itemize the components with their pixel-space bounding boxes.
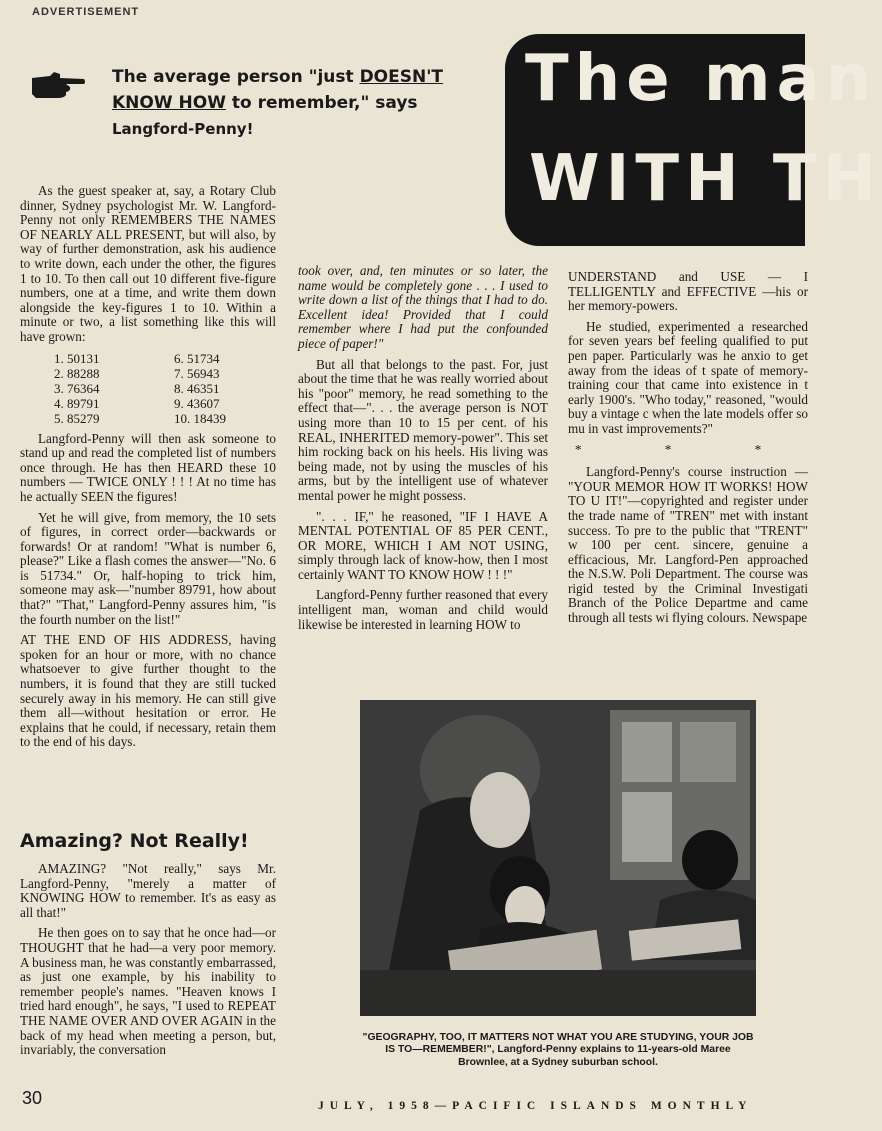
banner-line-1: The man — [525, 42, 878, 116]
pointing-hand-icon — [30, 70, 86, 100]
headline: The average person "just DOESN'T KNOW HOW to remember," says Langford-Penny! — [112, 67, 444, 138]
number-item: 3. 76364 — [54, 380, 100, 396]
paragraph: AT THE END OF HIS ADDRESS, having spoken for an hour or more, with no chance whatsoever to give further thought to the numbers, it is found that they are still tucked securely away in his memory. He can still give them all—without hesitation or error. He explains that he could, if necessary, retain them to the end of his days. — [20, 632, 276, 750]
paragraph: He studied, experimented a researched for seven years bef feeling qualified to put pen paper. Particularly was he anxio to get away from the ideas of t spate of memory-training cour that came into existence in t early 1900's. "Who today," reasoned, "would buy a vintage c when the late models offer so mu in vast improvements?" — [568, 318, 808, 436]
article-column-3 — [568, 270, 808, 632]
photo-caption: "GEOGRAPHY, TOO, IT MATTERS NOT WHAT YOU ARE STUDYING, YOUR JOB IS TO—REMEMBER!", Langford-Penny explains to 11-years-old Maree Brownlee, at a Sydney suburban school. — [362, 1032, 754, 1068]
paragraph: Yet he will give, from memory, the 10 sets of figures, in correct order—backwards or forwards! Or at random! "What is number 6, please?" Like a flash comes the answer—"No. 6 is 51734." Or, half-hoping to trick him, someone may ask—"number 89791, how about that?" "That," Langford-Penny assures him, "is the fourth number on the list!" — [20, 509, 276, 627]
number-item: 9. 43607 — [174, 395, 220, 411]
advertisement-label: ADVERTISEMENT — [32, 6, 140, 18]
section-divider: * * * — [574, 441, 802, 457]
title-banner — [505, 34, 882, 246]
number-item: 4. 89791 — [54, 395, 100, 411]
article-column-1 — [20, 184, 276, 756]
footer-publication: JULY, 1958—PACIFIC ISLANDS MONTHLY — [318, 1100, 753, 1112]
paragraph: UNDERSTAND and USE — I TELLIGENTLY and EFFECTIVE —his or her memory-powers. — [568, 269, 808, 314]
number-item: 6. 51734 — [174, 350, 220, 366]
number-item: 5. 85279 — [54, 410, 100, 426]
number-item: 10. 18439 — [174, 410, 226, 426]
paragraph: Langford-Penny's course instruction — "YOUR MEMOR HOW IT WORKS! HOW TO U IT!"—copyrighted and register under the trade name of "TREN" met with instant success. To pre to the public that "TRENT" w 100 per cent. sincere, genuine a efficacious, Mr. Langford-Pen approached the N.S.W. Poli Department. The course was rigid tested by the Criminal Investigati Branch of the Police Departme and came through all tests wi flying colours. Newspape — [568, 464, 808, 626]
paragraph: Langford-Penny further reasoned that every intelligent man, woman and child would likewise be interested in learning HOW to — [298, 587, 548, 632]
number-item: 8. 46351 — [174, 380, 220, 396]
photo — [360, 700, 756, 1016]
article-column-1-continued — [20, 862, 276, 1064]
article-column-2 — [298, 264, 548, 638]
paragraph: Langford-Penny will then ask someone to stand up and read the completed list of numbers once through. He has then HEARD these 10 numbers — TWICE ONLY ! ! ! At no time has he actually SEEN the figures! — [20, 430, 276, 504]
number-item: 1. 50131 — [54, 350, 100, 366]
number-list — [54, 351, 294, 426]
photo-illustration — [360, 700, 756, 1016]
banner-line-2: WITH TH — [529, 142, 882, 216]
section-heading: Amazing? Not Really! — [20, 830, 249, 852]
number-item: 2. 88288 — [54, 365, 100, 381]
paragraph: He then goes on to say that he once had—or THOUGHT that he had—a very poor memory. A business man, he was constantly embarrassed, as just one example, by his inability to remember people's names. "Heaven knows I tried hard enough", he says, "I used to REPEAT THE NAME OVER AND OVER AGAIN in the back of my head when meeting a person, but, invariably, the conversation — [20, 925, 276, 1058]
page-number: 30 — [22, 1088, 43, 1108]
paragraph: AMAZING? "Not really," says Mr. Langford-Penny, "merely a matter of KNOWING HOW to remember. It's as easy as all that!" — [20, 861, 276, 920]
paragraph: But all that belongs to the past. For, just about the time that he was really worried about his "poor" memory, he read something to the effect that—". . . the average person is NOT using more than 10 to 15 per cent. of his REAL, INHERITED memory-power". This set him rocking back on his heels. His living was being made, not by using the muscles of his arms, but by the intelligent use of whatever mental power he might possess. — [298, 356, 548, 503]
paragraph: As the guest speaker at, say, a Rotary Club dinner, Sydney psychologist Mr. W. Langford-Penny not only REMEMBERS THE NAMES OF NEARLY ALL PRESENT, but will also, by way of further demonstration, ask his audience to write down, each under the other, the figures 1 to 10. To then call out 10 different five-figure numbers, one at a time, and write them down alongside the key-figures 1 to 10. Within a minute or two, a list something like this will have grown: — [20, 183, 276, 344]
number-item: 7. 56943 — [174, 365, 220, 381]
paragraph: ". . . IF," he reasoned, "IF I HAVE A MENTAL POTENTIAL OF 85 PER CENT., OR MORE, WHICH I AM NOT USING, simply through lack of know-how, then I most certainly WANT TO KNOW HOW ! ! !" — [298, 508, 548, 582]
paragraph: took over, and, ten minutes or so later, the name would be completely gone . . . I used to write down a list of the things that I had to do. Excellent idea! Provided that I could remember where I had put the confounded piece of paper!" — [298, 263, 548, 351]
